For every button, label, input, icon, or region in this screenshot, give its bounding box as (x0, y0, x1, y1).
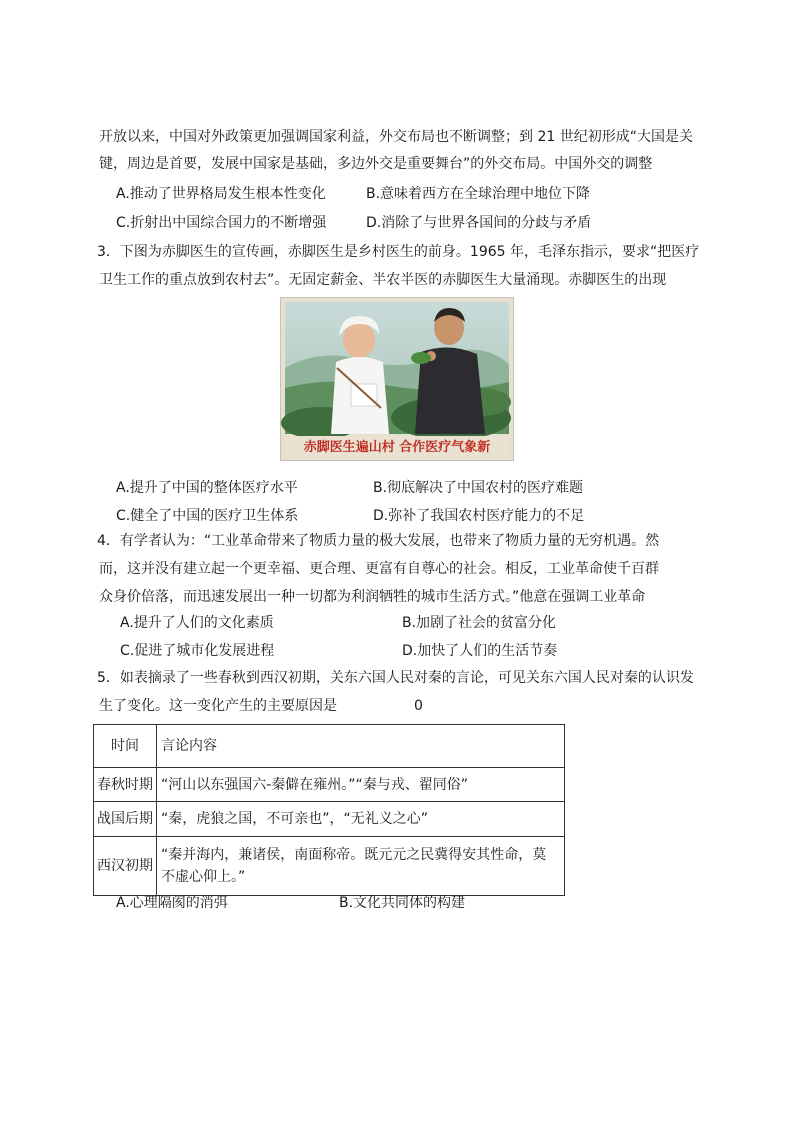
q3-option-d[interactable]: D.弥补了我国农村医疗能力的不足 (373, 508, 585, 524)
q2-option-c[interactable]: C.折射出中国综合国力的不断增强 (116, 215, 327, 231)
q3-option-c[interactable]: C.健全了中国的医疗卫生体系 (116, 508, 299, 524)
q4-option-a[interactable]: A.提升了人们的文化素质 (120, 615, 274, 631)
q3-option-a[interactable]: A.提升了中国的整体医疗水平 (116, 480, 298, 496)
q3-stem-line-2: 卫生工作的重点放到农村去”。无固定薪金、半农半医的赤脚医生大量涌现。赤脚医生的出现 (99, 272, 667, 288)
q4-option-b[interactable]: B.加剧了社会的贫富分化 (402, 615, 557, 631)
table-header-period: 时间 (94, 725, 157, 768)
q3-option-b[interactable]: B.彻底解决了中国农村的医疗难题 (373, 480, 584, 496)
table-cell-period: 春秋时期 (94, 768, 157, 802)
table-row (94, 768, 565, 802)
q5-stem-line-1: 5．如表摘录了一些春秋到西汉初期，关东六国人民对秦的言论，可见关东六国人民对秦的认识发 (97, 670, 694, 686)
q2-option-a[interactable]: A.推动了世界格局发生根本性变化 (116, 186, 326, 202)
table-row (94, 837, 565, 896)
q4-option-d[interactable]: D.加快了人们的生活节奏 (402, 643, 558, 659)
q4-stem-line-2: 而，这并没有建立起一个更幸福、更合理、更富有自尊心的社会。相反，工业革命使千百群 (99, 561, 659, 577)
q5-option-a[interactable]: A.心理隔阂的消弭 (116, 895, 228, 911)
table-row (94, 802, 565, 837)
q5-sayings-table (93, 724, 565, 896)
q2-option-b[interactable]: B.意味着西方在全球治理中地位下降 (366, 186, 591, 202)
poster-illustration (281, 298, 513, 460)
q4-stem-line-1: 4．有学者认为：“工业革命带来了物质力量的极大发展，也带来了物质力量的无穷机遇。然 (97, 533, 660, 549)
q2-stem-line-2: 键，周边是首要，发展中国家是基础，多边外交是重要舞台”的外交布局。中国外交的调整 (99, 156, 653, 172)
q5-answer-blank: 0 (414, 698, 423, 714)
q2-stem-line-1: 开放以来，中国对外政策更加强调国家利益，外交布局也不断调整；到 21 世纪初形成“大国是关 (99, 129, 693, 145)
q2-option-d[interactable]: D.消除了与世界各国间的分歧与矛盾 (366, 215, 592, 231)
q5-stem-line-2: 生了变化。这一变化产生的主要原因是 (99, 698, 337, 714)
table-cell-period: 西汉初期 (94, 837, 157, 896)
barefoot-doctor-poster (280, 297, 514, 461)
q4-option-c[interactable]: C.促进了城市化发展进程 (120, 643, 275, 659)
table-cell-period: 战国后期 (94, 802, 157, 837)
poster-caption: 赤脚医生遍山村 合作医疗气象新 (303, 440, 491, 455)
table-header-row (94, 725, 565, 768)
q3-stem-line-1: 3．下图为赤脚医生的宣传画，赤脚医生是乡村医生的前身。1965 年，毛泽东指示，要求“把医疗 (97, 244, 700, 260)
table-header-content: 言论内容 (157, 725, 565, 768)
table-cell-content: “秦并海内，兼诸侯，南面称帝。既元元之民冀得安其性命，莫不虚心仰上。” (157, 837, 565, 896)
q4-stem-line-3: 众身价倍落，而迅速发展出一种一切都为利润牺牲的城市生活方式。”他意在强调工业革命 (99, 589, 646, 605)
table-cell-content: “河山以东强国六-秦僻在雍州。”“秦与戎、翟同俗” (157, 768, 565, 802)
table-cell-content: “秦，虎狼之国，不可亲也”，“无礼义之心” (157, 802, 565, 837)
q5-option-b[interactable]: B.文化共同体的构建 (339, 895, 466, 911)
